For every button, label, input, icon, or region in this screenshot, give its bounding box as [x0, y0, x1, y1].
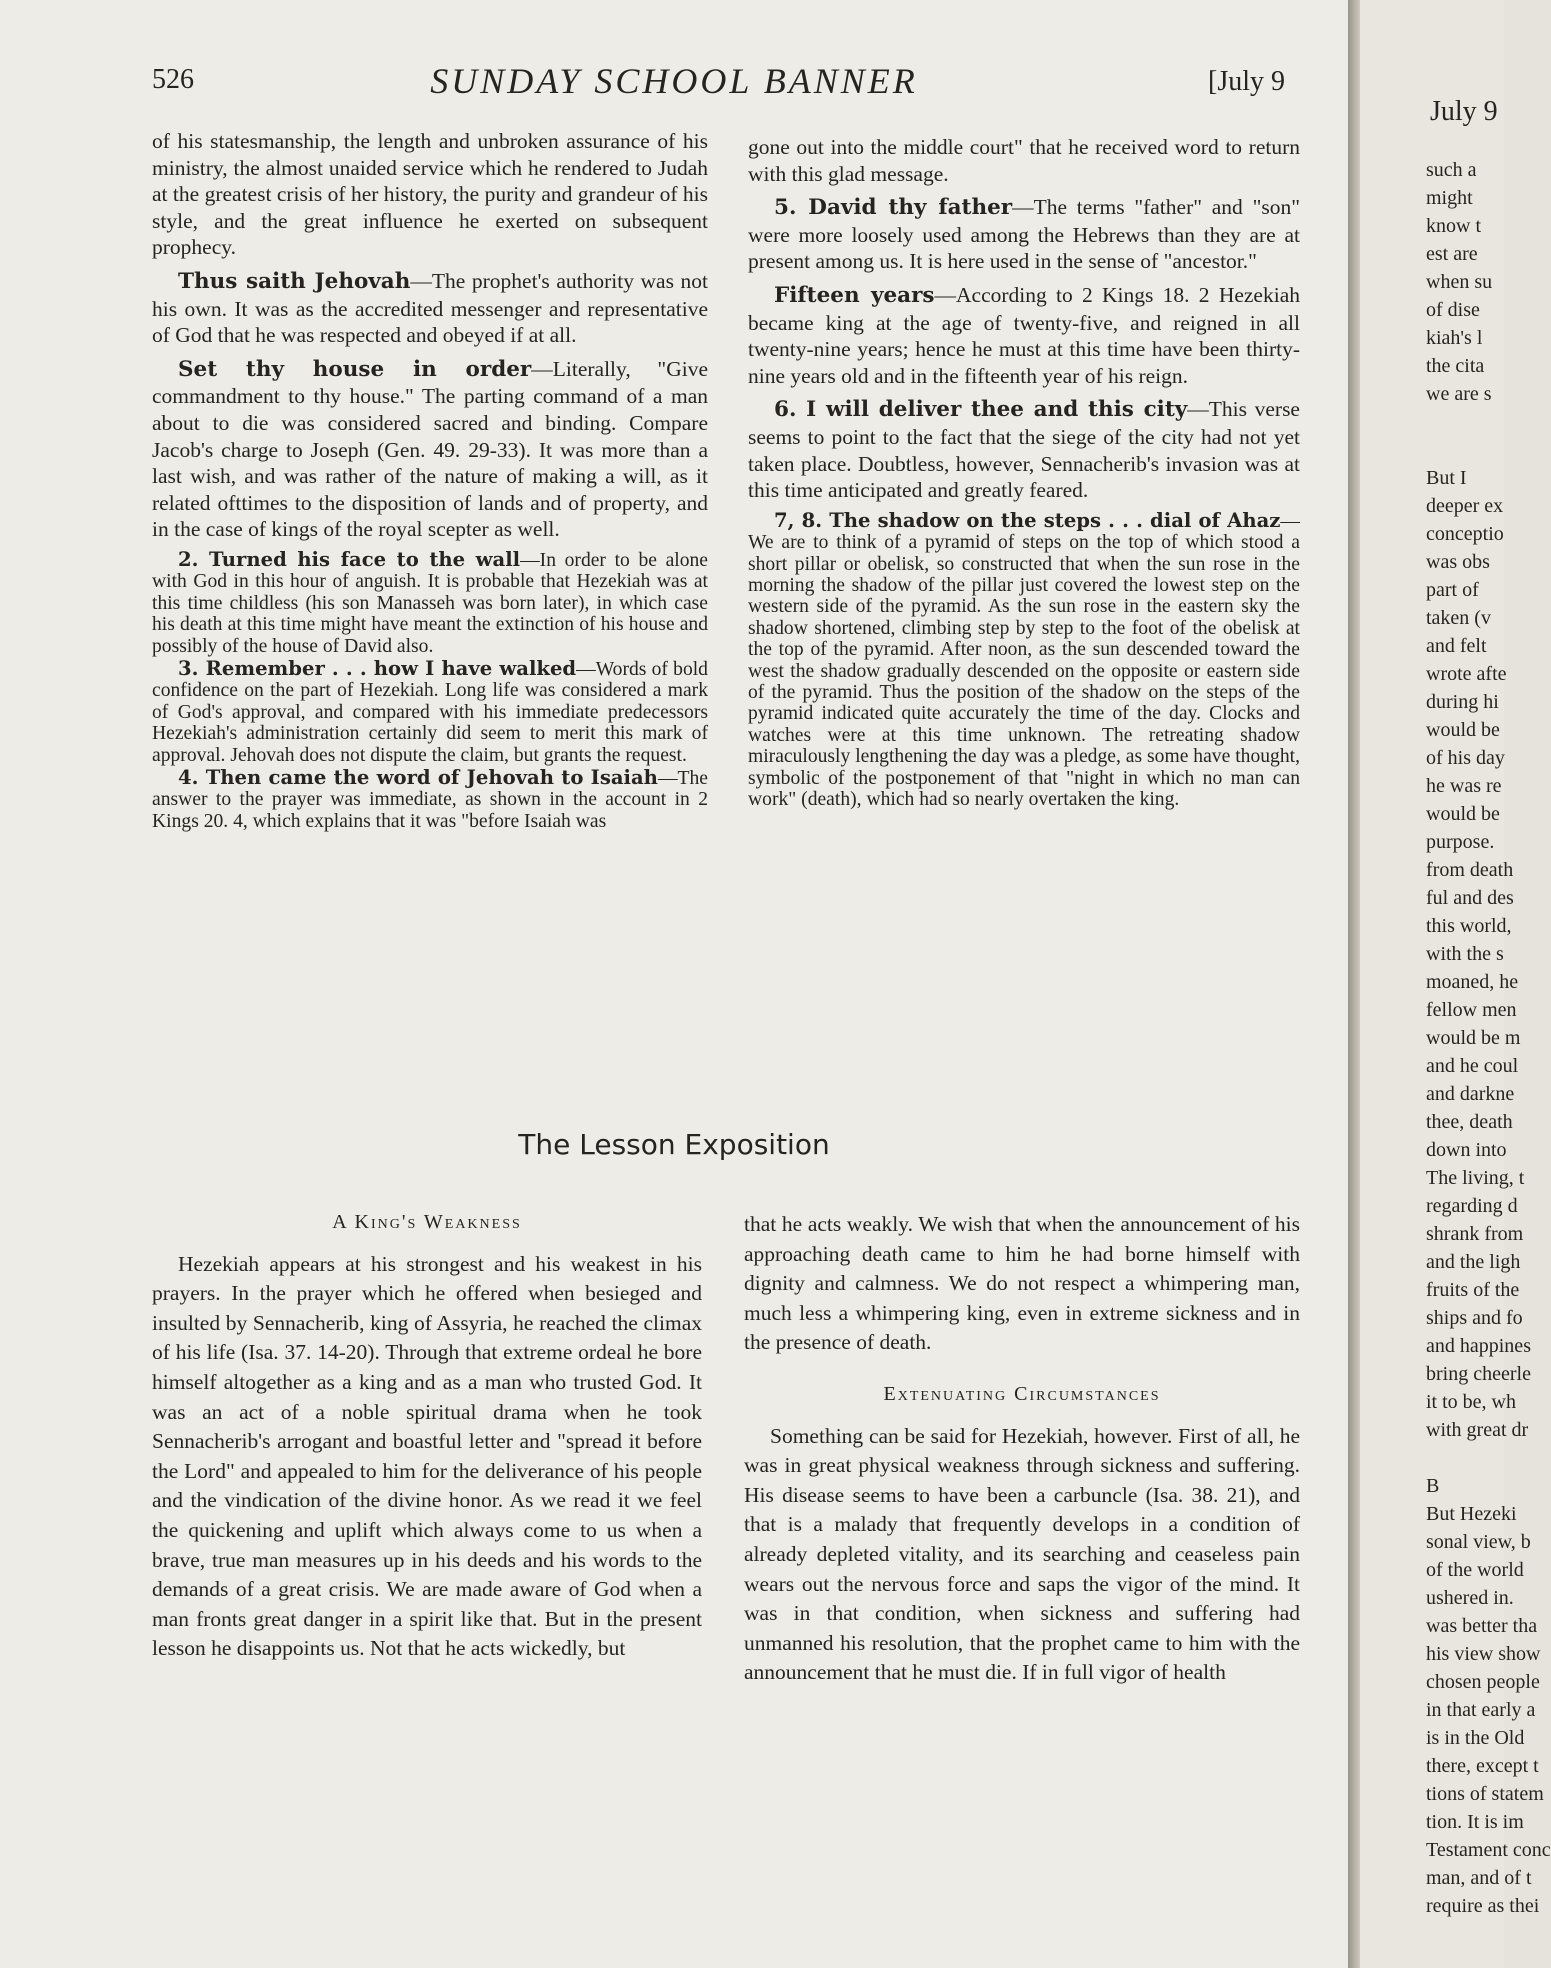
adjacent-page-line: shrank from	[1426, 1223, 1524, 1245]
adjacent-page-line: of the world	[1426, 1559, 1524, 1581]
adjacent-page-line: wrote afte	[1426, 663, 1507, 685]
note-term: Thus saith Jehovah	[178, 268, 411, 294]
subhead: Extenuating Circumstances	[883, 1382, 1161, 1405]
adjacent-page-line: his view show	[1426, 1643, 1541, 1665]
left-notes-column	[152, 128, 708, 832]
paragraph	[748, 510, 1300, 811]
adjacent-page-line: est are	[1426, 243, 1478, 265]
adjacent-page-line: know t	[1426, 215, 1481, 237]
paragraph	[748, 396, 1300, 503]
adjacent-page-line	[1426, 436, 1551, 464]
adjacent-page-line: part of	[1426, 579, 1479, 601]
adjacent-page-line: would be m	[1426, 1027, 1521, 1049]
paragraph	[748, 282, 1300, 389]
paragraph	[748, 194, 1300, 275]
exposition-left-column	[152, 1208, 702, 1664]
adjacent-page-line: ful and des	[1426, 887, 1514, 909]
page-header	[0, 60, 1348, 110]
adjacent-page-line: was better tha	[1426, 1615, 1538, 1637]
note-text: —In order to be alone with God in this hour of anguish. It is probable that Hezekiah was at this time childless (his son Manasseh was born later), in which case his death at this time might have meant the extinction of his house and possibly of the house of David also.	[152, 549, 708, 657]
adjacent-page-line: ships and fo	[1426, 1307, 1523, 1329]
adjacent-page-line: and the ligh	[1426, 1251, 1521, 1273]
adjacent-page-line: with great dr	[1426, 1419, 1529, 1441]
adjacent-page-line: from death	[1426, 859, 1514, 881]
adjacent-page-line: and felt	[1426, 635, 1487, 657]
adjacent-page-fragment	[1360, 0, 1551, 1968]
adjacent-page-line: bring cheerle	[1426, 1363, 1531, 1385]
adjacent-page-line: taken (v	[1426, 607, 1491, 629]
note-term: Fifteen years	[774, 282, 935, 308]
paragraph	[152, 356, 708, 543]
adjacent-page-line: tions of statem	[1426, 1783, 1544, 1805]
adjacent-page-line: would be	[1426, 719, 1500, 741]
note-text: —The answer to the prayer was immediate, as shown in the account in 2 Kings 20. 4, which explains that it was "before Isaiah was	[152, 767, 708, 832]
paragraph	[152, 549, 708, 657]
paragraph: Hezekiah appears at his strongest and his weakest in his prayers. In the prayer which he offered when besieged and insulted by Sennacherib, king of Assyria, he reached the climax of his life (Isa. 37. 14-20). Through that extreme ordeal he bore himself altogether as a king and as a man who trusted God. It was an act of a noble spiritual drama when he took Sennacherib's arrogant and boastful letter and "spread it before the Lord" and appealed to him for the deliverance of his people and the vindication of the divine honor. As we read it we feel the quickening and uplift which always come to us when a brave, true man measures up in his deeds and his words to the demands of a great crisis. We are made aware of God when a man fronts great danger in a spirit like that. But in the present lesson he disappoints us. Not that he acts wickedly, but	[152, 1251, 702, 1661]
adjacent-page-line: of his day	[1426, 747, 1505, 769]
adjacent-page-line: with the s	[1426, 943, 1504, 965]
note-term: 3. Remember . . . how I have walked	[178, 656, 577, 680]
adjacent-page-line: The living, t	[1426, 1167, 1525, 1189]
adjacent-page-line: down into	[1426, 1139, 1507, 1161]
page-number: 526	[152, 64, 194, 95]
adjacent-page-line: he was re	[1426, 775, 1502, 797]
adjacent-page-line: kiah's l	[1426, 327, 1483, 349]
paragraph	[152, 268, 708, 349]
adjacent-page-line: But I	[1426, 467, 1467, 489]
paragraph: Something can be said for Hezekiah, however. First of all, he was in great physical weakness through sickness and suffering. His disease seems to have been a carbuncle (Isa. 38. 21), and that is a malady that frequently develops in a condition of already depleted vitality, and its searching and ceaseless pain wears out the nervous force and saps the vigor of the mind. It was in that condition, when sickness and suffering had unmanned his resolution, that the prophet came to him with the announcement that he must die. If in full vigor of health	[744, 1423, 1300, 1685]
paragraph: that he acts weakly. We wish that when the announcement of his approaching death came to him he had borne himself with dignity and calmness. We do not respect a whimpering man, much less a whimpering king, even in extreme sickness and in the presence of death.	[744, 1212, 1300, 1355]
adjacent-page-line: sonal view, b	[1426, 1531, 1531, 1553]
adjacent-page-line: purpose.	[1426, 831, 1495, 853]
adjacent-page-line	[1426, 1444, 1551, 1472]
adjacent-page-line: fruits of the	[1426, 1279, 1520, 1301]
adjacent-page-line: when su	[1426, 271, 1493, 293]
adjacent-page-line: is in the Old	[1426, 1727, 1525, 1749]
small-type-notes	[748, 510, 1300, 811]
note-text: —This verse seems to point to the fact that the siege of the city had not yet taken place. Doubtless, however, Sennacherib's invasion was at this time anticipated and greatly feared.	[748, 397, 1300, 503]
adjacent-page-line: chosen people	[1426, 1671, 1540, 1693]
adjacent-page-line: tion. It is im	[1426, 1811, 1524, 1833]
adjacent-page-line: require as thei	[1426, 1895, 1540, 1917]
adjacent-page-header: July 9	[1430, 96, 1498, 127]
adjacent-page-line: this world,	[1426, 915, 1512, 937]
note-term: 2. Turned his face to the wall	[178, 547, 521, 571]
adjacent-page-line: was obs	[1426, 551, 1490, 573]
adjacent-page-line: conceptio	[1426, 523, 1504, 545]
adjacent-page-line: Testament conc	[1426, 1839, 1551, 1861]
adjacent-page-line: regarding d	[1426, 1195, 1518, 1217]
note-text: —Literally, "Give commandment to thy house." The parting command of a man about to die was considered sacred and binding. Compare Jacob's charge to Joseph (Gen. 49. 29-33). It was more than a last wish, and was rather of the nature of making a will, as it related ofttimes to the disposition of lands and of property, and in the case of kings of the royal scepter as well.	[152, 356, 708, 542]
note-term: 6. I will deliver thee and this city	[774, 397, 1188, 423]
note-text: —According to 2 Kings 18. 2 Hezekiah became king at the age of twenty-five, and reigned in all twenty-nine years; hence he must at this time have been thirty-nine years old and in the fifteenth year of his reign.	[748, 282, 1300, 388]
note-term: 7, 8. The shadow on the steps . . . dial of Ahaz	[774, 508, 1281, 532]
adjacent-page-line: fellow men	[1426, 999, 1517, 1021]
adjacent-page-line: we are s	[1426, 383, 1492, 405]
small-type-notes	[152, 549, 708, 832]
section-title: The Lesson Exposition	[518, 1128, 830, 1161]
adjacent-page-line: and he coul	[1426, 1055, 1519, 1077]
adjacent-page-text	[1426, 156, 1551, 1920]
note-text: —Words of bold confidence on the part of Hezekiah. Long life was considered a mark of God's approval, and compared with his immediate predecessors Hezekiah's administration certainly did seem to merit this mark of approval. Jehovah does not dispute the claim, but grants the request.	[152, 658, 708, 766]
adjacent-page-line	[1426, 408, 1551, 436]
exposition-right-column	[744, 1210, 1300, 1688]
subhead: A King's Weakness	[332, 1211, 522, 1233]
adjacent-page-line: B	[1426, 1475, 1440, 1497]
note-term: 4. Then came the word of Jehovah to Isaiah	[178, 765, 658, 789]
adjacent-page-line: of dise	[1426, 299, 1480, 321]
running-title: SUNDAY SCHOOL BANNER	[430, 61, 918, 101]
note-term: 5. David thy father	[774, 195, 1013, 221]
adjacent-page-line: might	[1426, 187, 1473, 209]
note-text: —We are to think of a pyramid of steps on the top of which stood a short pillar or obelisk, so constructed that when the sun rose in the morning the shadow of the pillar just covered the lowest step on the western side of the pyramid. As the sun rose in the eastern sky the shadow shortened, climbing step by step to the foot of the obelisk at the top of the pyramid. After noon, as the sun descended toward the west the shadow gradually descended on the opposite or eastern side of the pyramid. Thus the position of the shadow on the steps of the pyramid indicated quite accurately the time of the day. Clocks and watches were at this time unknown. The retreating shadow miraculously lengthening the day was a pledge, as some have thought, symbolic of the postponement of that "night in which no man can work" (death), which had so nearly overtaken the king.	[748, 510, 1300, 810]
adjacent-page-line: moaned, he	[1426, 971, 1519, 993]
issue-date: [July 9	[1208, 66, 1285, 97]
adjacent-page-line: But Hezeki	[1426, 1503, 1517, 1525]
adjacent-page-line: ushered in.	[1426, 1587, 1514, 1609]
adjacent-page-line: and happines	[1426, 1335, 1531, 1357]
adjacent-page-line: thee, death	[1426, 1111, 1513, 1133]
paragraph: of his statesmanship, the length and unbroken assurance of his ministry, the almost unaided service which he rendered to Judah at the greatest crisis of her history, the purity and grandeur of his style, and the great influence he exerted on subsequent prophecy.	[152, 129, 708, 260]
adjacent-page-line: and darkne	[1426, 1083, 1515, 1105]
book-gutter	[1348, 0, 1360, 1968]
adjacent-page-line: the cita	[1426, 355, 1485, 377]
adjacent-page-line: there, except t	[1426, 1755, 1539, 1777]
adjacent-page-line: deeper ex	[1426, 495, 1504, 517]
note-term: Set thy house in order	[178, 356, 532, 382]
note-text: —The terms "father" and "son" were more loosely used among the Hebrews than they are at present among us. It is here used in the sense of "ancestor."	[748, 195, 1300, 274]
right-notes-column	[748, 134, 1300, 810]
adjacent-page-line: man, and of t	[1426, 1867, 1532, 1889]
adjacent-page-line: it to be, wh	[1426, 1391, 1516, 1413]
note-text: —The prophet's authority was not his own. It was as the accredited messenger and representative of God that he was respected and obeyed if at all.	[152, 268, 709, 348]
adjacent-page-line: would be	[1426, 803, 1500, 825]
paragraph	[152, 767, 708, 832]
paragraph	[152, 658, 708, 766]
adjacent-page-line: during hi	[1426, 691, 1499, 713]
adjacent-page-line: such a	[1426, 159, 1477, 181]
adjacent-page-line: in that early a	[1426, 1699, 1536, 1721]
paragraph: gone out into the middle court" that he received word to return with this glad message.	[748, 135, 1300, 186]
